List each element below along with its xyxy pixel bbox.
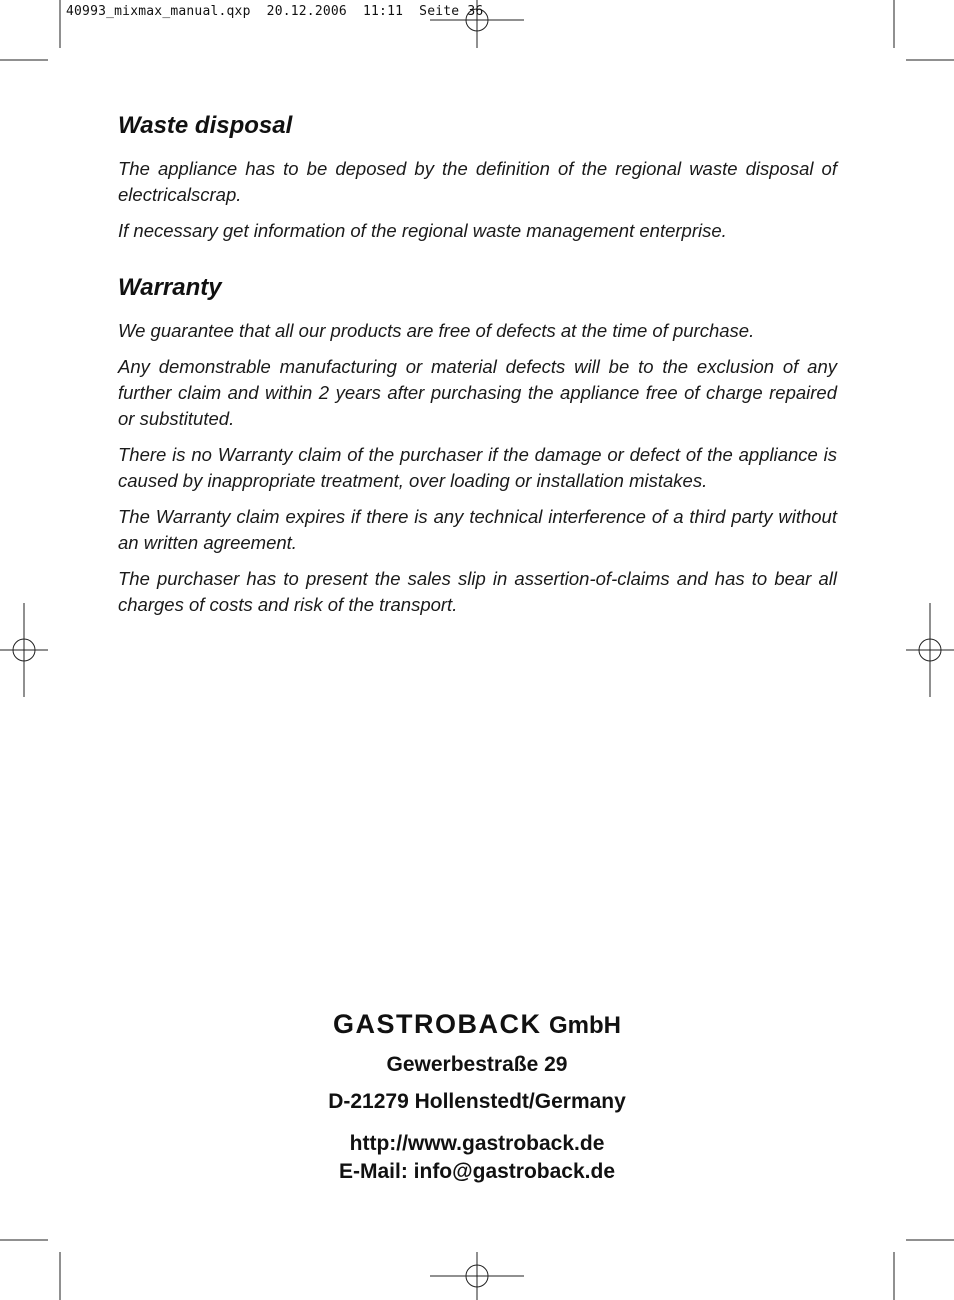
company-footer [0,1004,954,1186]
paragraph: The purchaser has to present the sales slip in assertion-of-claims and has to bear all charges of costs and risk of the transport. [118,568,837,615]
document-body [118,112,837,628]
paragraph: Any demonstrable manufacturing or material defects will be to the exclusion of any further claim and within 2 years after purchasing the appliance free of charge repaired or substituted. [118,356,837,429]
company-suffix: GmbH [549,1012,621,1039]
email-link[interactable]: E-Mail: info@gastroback.de [338,1160,615,1183]
paragraph: The appliance has to be deposed by the definition of the regional waste disposal of electricalscrap. [118,158,837,205]
section-title-waste-disposal: Waste disposal [118,112,293,139]
paragraph: If necessary get information of the regional waste management enterprise. [118,220,727,241]
paragraph: The Warranty claim expires if there is any technical interference of a third party without an written agreement. [118,506,837,553]
file-slug: 40993_mixmax_manual.qxp 20.12.2006 11:11 Seite 36 [66,4,484,19]
address-city: D-21279 Hollenstedt/Germany [328,1090,626,1113]
registration-mark-icon [906,603,954,697]
paragraph: There is no Warranty claim of the purchaser if the damage or defect of the appliance is caused by inappropriate treatment, over loading or installation mistakes. [118,444,837,491]
section-title-warranty: Warranty [118,274,222,301]
company-brand: GASTROBACK [332,1009,542,1039]
paragraph: We guarantee that all our products are free of defects at the time of purchase. [118,320,755,341]
address-street: Gewerbestraße 29 [386,1053,568,1076]
company-name [0,1004,954,1046]
registration-mark-icon [0,603,48,697]
registration-mark-icon [430,1252,524,1300]
website-link[interactable]: http://www.gastroback.de [349,1132,605,1155]
